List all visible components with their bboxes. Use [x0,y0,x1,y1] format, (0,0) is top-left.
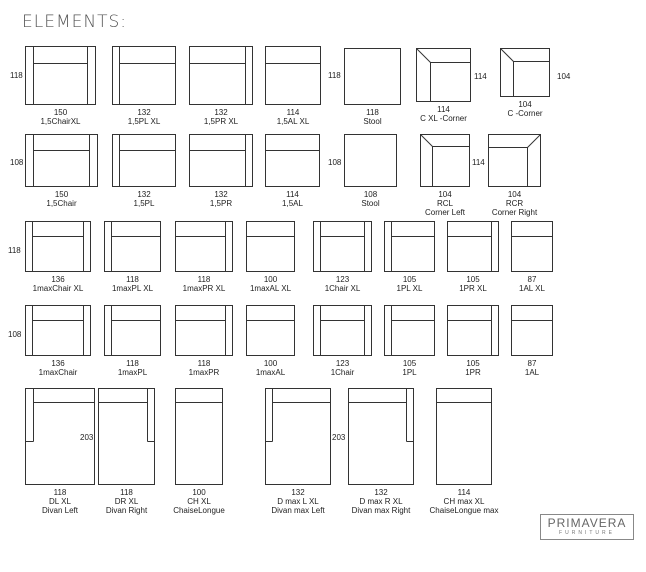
corner-diagonal [417,49,431,63]
element-outline [345,49,401,105]
element-label: D max L XL [277,497,319,506]
sofa-element [385,222,435,294]
sofa-element [247,306,295,378]
element-label: 114 [286,108,300,117]
element-outline [26,47,96,105]
logo-sub-text: FURNITURE [559,530,615,536]
element-outline [345,135,397,187]
element-outline [247,222,295,272]
element-outline [26,306,91,356]
sofa-element [26,47,96,127]
sofa-element [26,222,91,294]
sofa-element [266,389,331,516]
dimension-label: 118 [10,71,23,80]
sofa-element [26,135,98,209]
element-label: 1,5PR [209,199,233,208]
page-title: ELEMENTS: [22,12,127,32]
element-outline [176,222,233,272]
element-label: 104 [438,190,452,199]
brand-logo [540,514,634,540]
element-label: D max R XL [359,497,403,506]
element-label: 132 [214,108,228,117]
sofa-element [314,306,372,378]
element-label: DL XL [49,497,71,506]
element-label: Corner Left [424,208,466,217]
element-label: 123 [335,275,350,284]
element-outline [113,135,176,187]
sofa-element [430,389,499,516]
element-label: 87 [527,275,537,284]
element-label: 118 [126,275,139,284]
element-outline [266,135,320,187]
dimension-label: 203 [80,433,94,442]
element-label: 118 [53,488,67,497]
corner-diagonal [421,135,433,147]
element-label: 1,5PL XL [127,117,161,126]
element-label: ChaiseLongue [173,506,225,515]
element-label: CH XL [187,497,211,506]
element-label: 118 [366,108,379,117]
element-label: DR XL [114,497,139,506]
element-label: 1,5AL XL [276,117,310,126]
sofa-element [501,49,550,119]
sofa-element [266,47,321,127]
element-outline [26,222,91,272]
element-outline [448,222,499,272]
dimension-label: 118 [328,71,341,80]
element-label: 132 [137,190,151,199]
element-outline [448,306,499,356]
sofa-element [113,135,176,209]
dimension-label: 108 [8,330,22,339]
sofa-element [105,222,161,294]
element-label: 100 [263,359,278,368]
element-label: 118 [197,359,211,368]
element-label: 114 [286,190,299,199]
sofa-element [421,135,470,218]
element-label: 1maxPR [188,368,220,377]
element-label: 136 [51,275,65,284]
element-label: 132 [137,108,151,117]
element-outline [190,47,253,105]
sofa-element [345,135,397,209]
element-label: 1maxChair XL [32,284,84,293]
element-label: 150 [53,108,68,117]
dimension-label: 114 [474,72,487,81]
sofa-element [489,135,541,218]
element-label: 1maxPL XL [111,284,154,293]
element-outline [314,306,372,356]
element-label: 132 [374,488,388,497]
dimension-label: 114 [472,158,485,167]
element-label: 1PL XL [396,284,423,293]
element-label: RCL [436,199,454,208]
corner-diagonal [528,135,541,148]
sofa-element [176,306,233,378]
sofa-element [99,389,155,516]
element-label: 105 [466,359,480,368]
element-label: 118 [197,275,211,284]
sofa-element [448,306,499,378]
element-label: 123 [335,359,350,368]
dimension-label: 118 [8,246,21,255]
sofa-element [190,135,253,209]
sofa-element [173,389,225,516]
element-label: 1,5PR XL [203,117,239,126]
element-label: 118 [120,488,133,497]
element-label: 1,5AL [282,199,303,208]
sofa-element [512,306,553,378]
element-label: Divan max Right [351,506,411,515]
element-label: 114 [437,105,450,114]
sofa-element [247,222,295,294]
sofa-element [176,222,233,294]
sofa-element [385,306,435,378]
element-label: 1AL [524,368,540,377]
element-label: 1PL [402,368,417,377]
element-outline [314,222,372,272]
element-label: 1AL XL [519,284,545,293]
sofa-element [417,49,471,124]
sofa-element [266,135,320,209]
sofa-element [190,47,253,127]
element-label: 1maxAL XL [249,284,292,293]
element-label: 1,5ChairXL [40,117,81,126]
element-outline [512,306,553,356]
element-outline [512,222,553,272]
element-label: 100 [263,275,278,284]
element-outline [247,306,295,356]
sofa-element [345,49,401,127]
dimension-label: 108 [10,158,24,167]
element-label: 118 [126,359,139,368]
element-label: 104 [507,190,522,199]
element-label: RCR [505,199,524,208]
element-label: C -Corner [507,109,543,118]
element-label: 105 [402,275,417,284]
element-label: 108 [363,190,378,199]
element-label: Corner Right [491,208,538,217]
element-label: 136 [51,359,65,368]
element-label: Stool [361,199,380,208]
element-outline [176,306,233,356]
sofa-element [314,222,372,294]
element-label: 114 [457,488,471,497]
element-label: Divan Left [41,506,79,515]
element-label: 1Chair XL [324,284,361,293]
element-label: 1,5PL [133,199,155,208]
sofa-element [26,389,95,516]
element-label: 100 [192,488,206,497]
element-label: 87 [527,359,537,368]
element-outline [105,306,161,356]
element-outline [26,135,98,187]
element-label: 150 [54,190,69,199]
element-label: 1PR [465,368,481,377]
sofa-element [349,389,414,516]
corner-diagonal [501,49,514,62]
sofa-element [26,306,91,378]
element-label: Divan max Left [271,506,325,515]
dimension-label: 203 [332,433,346,442]
element-outline [105,222,161,272]
sofa-element [105,306,161,378]
element-outline [266,47,321,105]
element-label: 1Chair [330,368,355,377]
element-label: 1maxChair [38,368,78,377]
element-label: 132 [291,488,305,497]
element-label: 104 [518,100,532,109]
element-outline [190,135,253,187]
element-label: 1maxAL [255,368,286,377]
dimension-label: 108 [328,158,342,167]
dimension-label: 104 [557,72,571,81]
element-label: 1PR XL [459,284,487,293]
element-label: Divan Right [105,506,148,515]
element-outline [113,47,176,105]
element-label: 105 [466,275,480,284]
element-label: CH max XL [443,497,485,506]
element-label: 132 [214,190,228,199]
sofa-element [113,47,176,127]
sofa-element [448,222,499,294]
logo-main-text: PRIMAVERA [547,516,627,530]
element-label: C XL -Corner [420,114,467,123]
sofa-element [512,222,553,294]
element-label: 105 [402,359,417,368]
element-label: 1maxPL [117,368,148,377]
element-label: 1,5Chair [46,199,77,208]
element-label: 1maxPR XL [182,284,226,293]
element-label: Stool [363,117,382,126]
element-label: ChaiseLongue max [429,506,499,515]
